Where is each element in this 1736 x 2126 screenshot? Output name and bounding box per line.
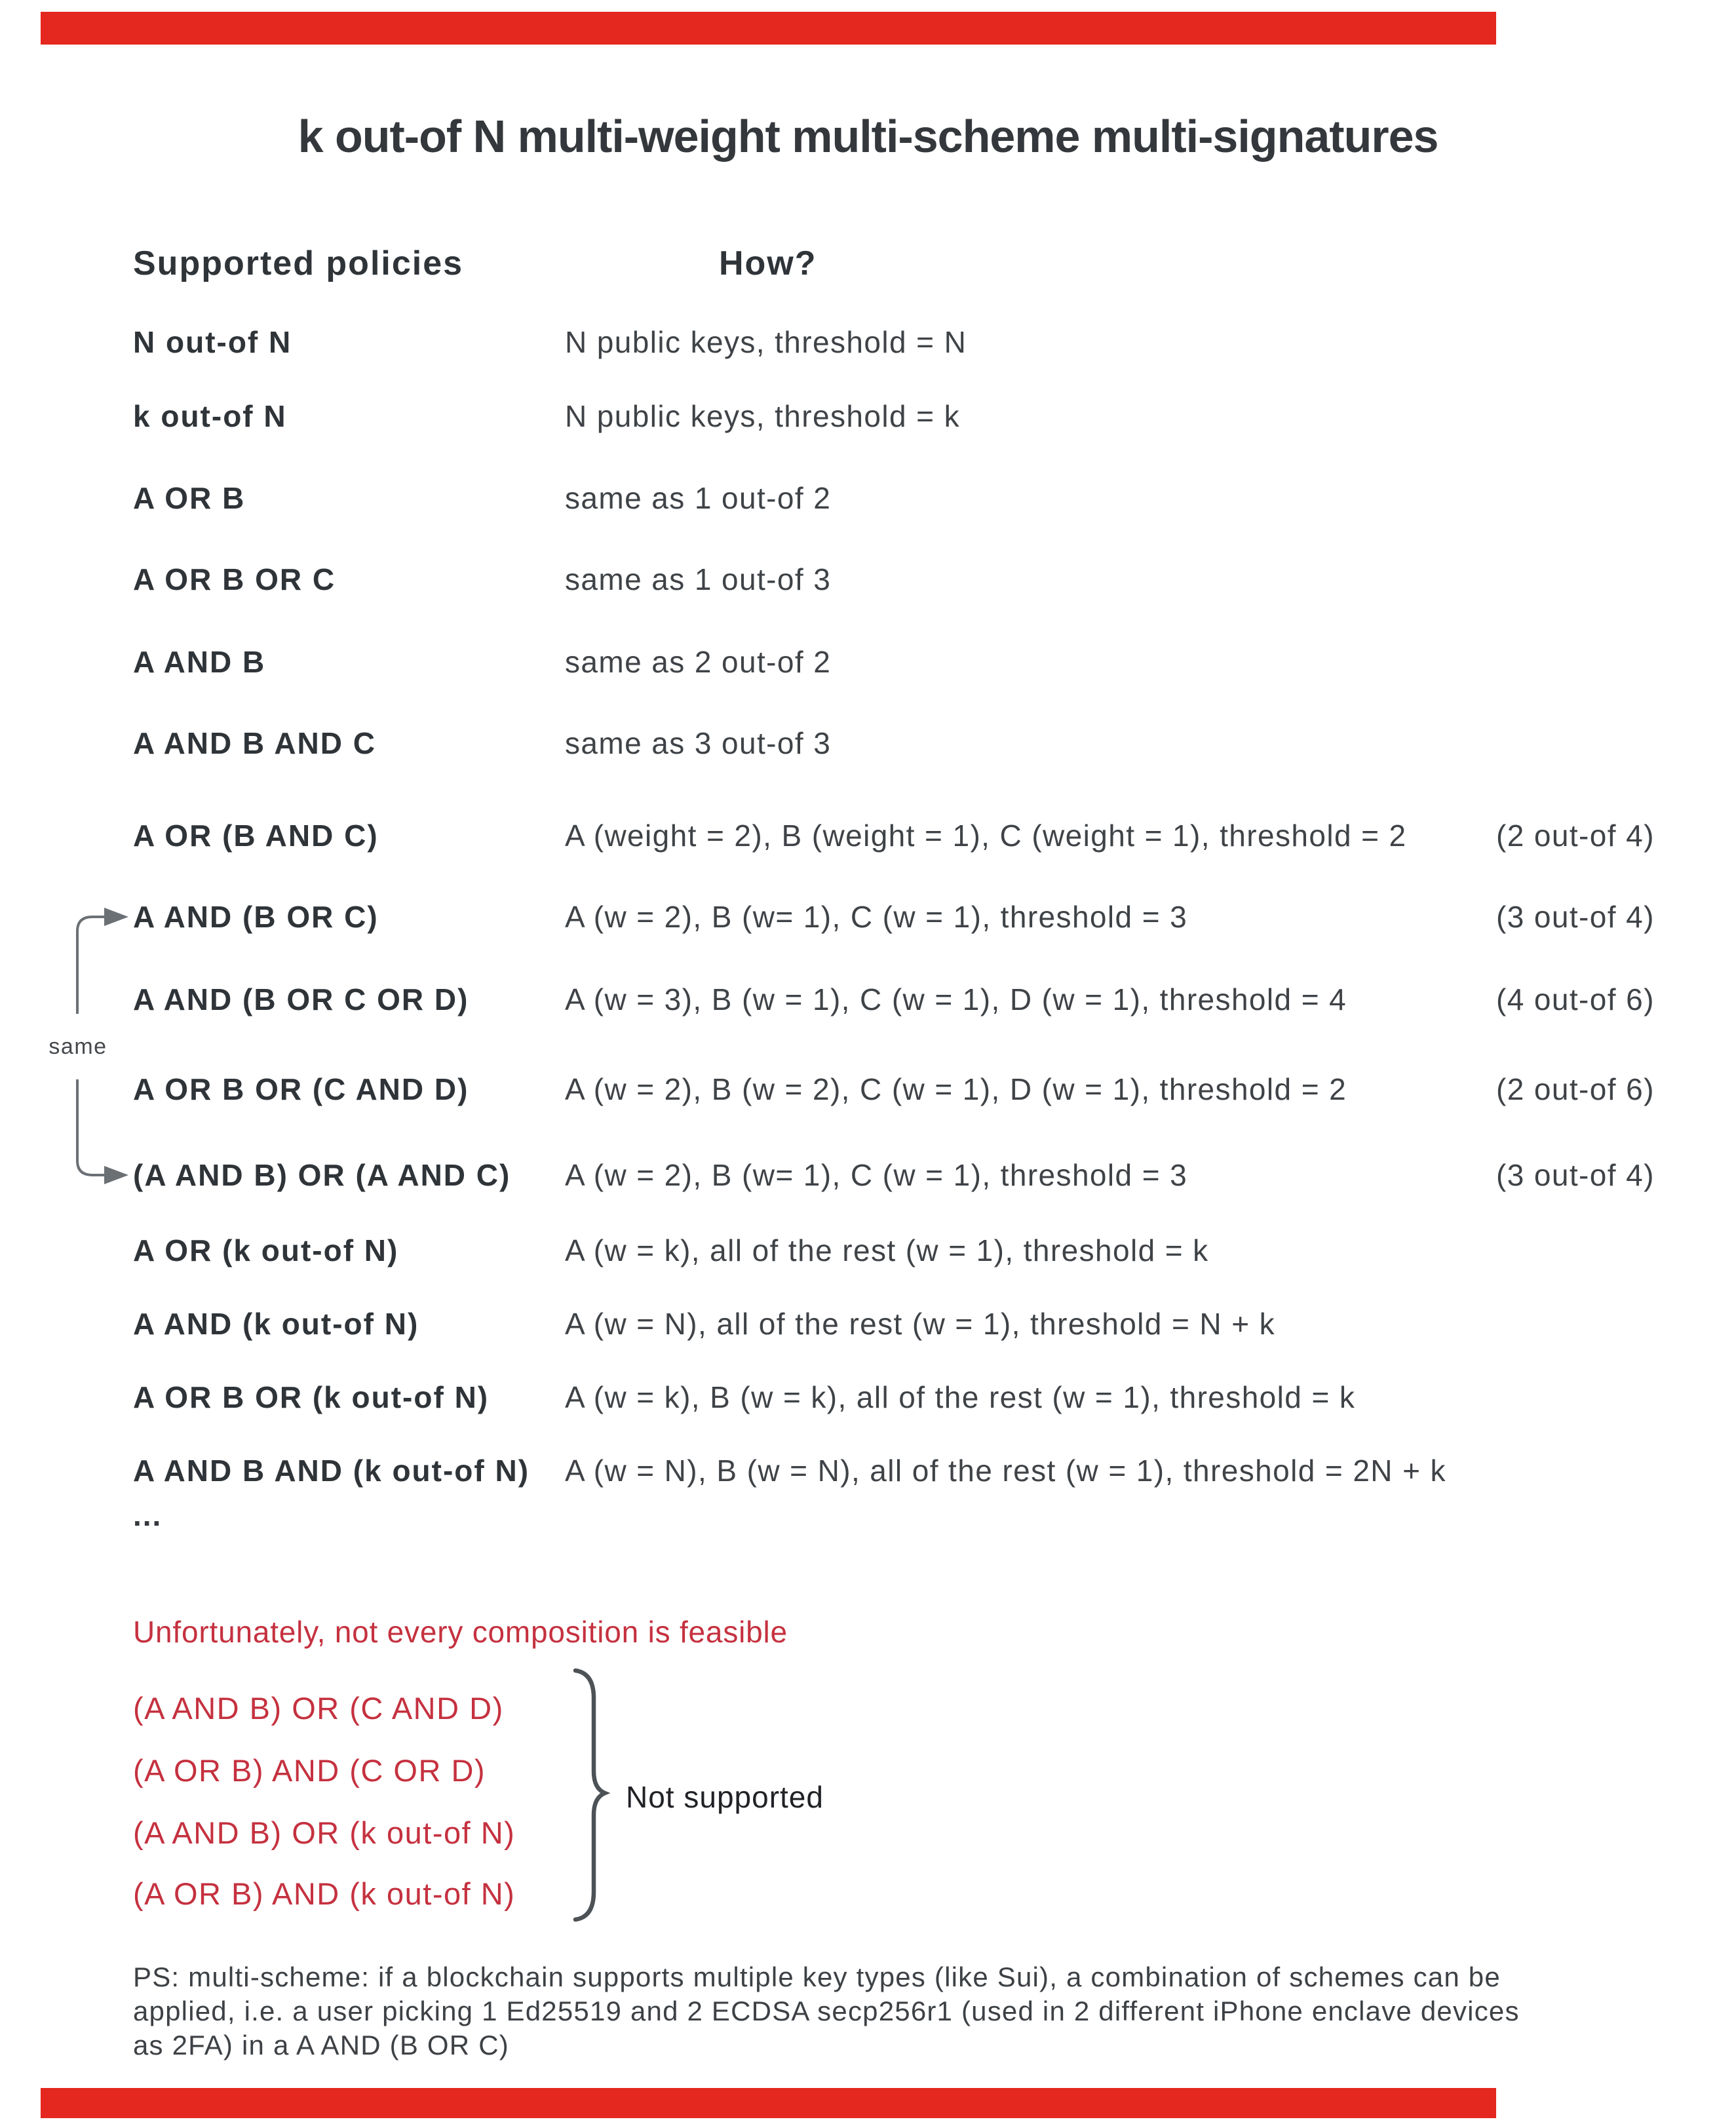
table-row [0, 1379, 1736, 1416]
top-red-strip [41, 12, 1496, 45]
curly-brace [569, 1667, 611, 1923]
policy-label: A OR B [133, 481, 246, 515]
policy-label: A AND B AND (k out-of N) [133, 1454, 530, 1488]
page-title: k out-of N multi-weight multi-scheme multi-signatures [298, 111, 1438, 162]
infeasible-item: (A OR B) AND (k out-of N) [133, 1876, 516, 1911]
table-row [0, 561, 1736, 598]
table-row [0, 1232, 1736, 1269]
arrow-to-a-and-b-or-a-and-c [104, 1166, 128, 1184]
table-row [0, 817, 1736, 854]
policy-label: A OR (B AND C) [133, 819, 379, 853]
infeasible-item: (A AND B) OR (k out-of N) [133, 1815, 516, 1850]
how-explanation: A (w = N), B (w = N), all of the rest (w = 1), threshold = 2N + k [565, 1454, 1446, 1488]
how-explanation: A (w = k), all of the rest (w = 1), threshold = k [565, 1233, 1209, 1267]
same-label: same [48, 1034, 107, 1059]
how-explanation: A (w = 2), B (w = 2), C (w = 1), D (w = 1), threshold = 2 [565, 1072, 1347, 1106]
policy-label: A AND B [133, 645, 266, 679]
policy-label: A OR (k out-of N) [133, 1233, 399, 1267]
how-explanation: A (w = 3), B (w = 1), C (w = 1), D (w = 1), threshold = 4 [565, 982, 1347, 1016]
out-of-note: (2 out-of 6) [1496, 1072, 1655, 1106]
policy-label: A AND (B OR C) [133, 900, 379, 934]
how-explanation: A (w = k), B (w = k), all of the rest (w = 1), threshold = k [565, 1380, 1356, 1414]
table-row [0, 899, 1736, 935]
table-row [0, 644, 1736, 680]
how-explanation: N public keys, threshold = N [565, 325, 967, 359]
table-row [0, 1157, 1736, 1193]
table-row [0, 324, 1736, 360]
how-explanation: same as 2 out-of 2 [565, 645, 832, 679]
table-row [0, 981, 1736, 1018]
out-of-note: (3 out-of 4) [1496, 1158, 1655, 1192]
how-explanation: same as 1 out-of 3 [565, 562, 832, 596]
ps-note-line: as 2FA) in a A AND (B OR C) [133, 2030, 509, 2060]
infeasible-heading: Unfortunately, not every composition is feasible [133, 1615, 788, 1649]
policy-label: A OR B OR C [133, 562, 336, 596]
policy-label: N out-of N [133, 325, 292, 359]
infeasible-item: (A OR B) AND (C OR D) [133, 1753, 486, 1788]
out-of-note: (4 out-of 6) [1496, 982, 1655, 1016]
column-header-how: How? [719, 244, 817, 282]
how-explanation: A (w = N), all of the rest (w = 1), threshold = N + k [565, 1307, 1276, 1341]
not-supported-label: Not supported [626, 1780, 824, 1814]
how-explanation: A (w = 2), B (w= 1), C (w = 1), threshold = 3 [565, 1158, 1188, 1192]
how-explanation: A (w = 2), B (w= 1), C (w = 1), threshold = 3 [565, 900, 1188, 934]
ps-note-line: PS: multi-scheme: if a blockchain supports multiple key types (like Sui), a combination of schemes can be [133, 1962, 1501, 1992]
table-row [0, 725, 1736, 762]
bottom-red-strip [41, 2088, 1496, 2118]
table-row [0, 398, 1736, 435]
table-row [0, 1305, 1736, 1342]
how-explanation: same as 3 out-of 3 [565, 726, 832, 760]
table-row [0, 1071, 1736, 1108]
out-of-note: (3 out-of 4) [1496, 900, 1655, 934]
ellipsis-more-rows: ... [133, 1498, 163, 1532]
table-row [0, 1452, 1736, 1489]
policy-label: A OR B OR (C AND D) [133, 1072, 469, 1106]
table-row [0, 480, 1736, 516]
policy-label: k out-of N [133, 399, 287, 433]
how-explanation: A (weight = 2), B (weight = 1), C (weight = 1), threshold = 2 [565, 819, 1407, 853]
ps-note-line: applied, i.e. a user picking 1 Ed25519 and 2 ECDSA secp256r1 (used in 2 different iPhone enclave devices [133, 1996, 1520, 2026]
infeasible-item: (A AND B) OR (C AND D) [133, 1691, 504, 1726]
arrow-to-a-and-b-or-c [104, 908, 128, 926]
policy-label: A OR B OR (k out-of N) [133, 1380, 490, 1414]
policy-label: (A AND B) OR (A AND C) [133, 1158, 511, 1192]
policy-label: A AND (k out-of N) [133, 1307, 419, 1341]
out-of-note: (2 out-of 4) [1496, 819, 1655, 853]
how-explanation: same as 1 out-of 2 [565, 481, 832, 515]
how-explanation: N public keys, threshold = k [565, 399, 960, 433]
ps-note [133, 1960, 1693, 2062]
policy-label: A AND (B OR C OR D) [133, 982, 469, 1016]
policy-label: A AND B AND C [133, 726, 376, 760]
column-header-supported-policies: Supported policies [133, 244, 464, 282]
